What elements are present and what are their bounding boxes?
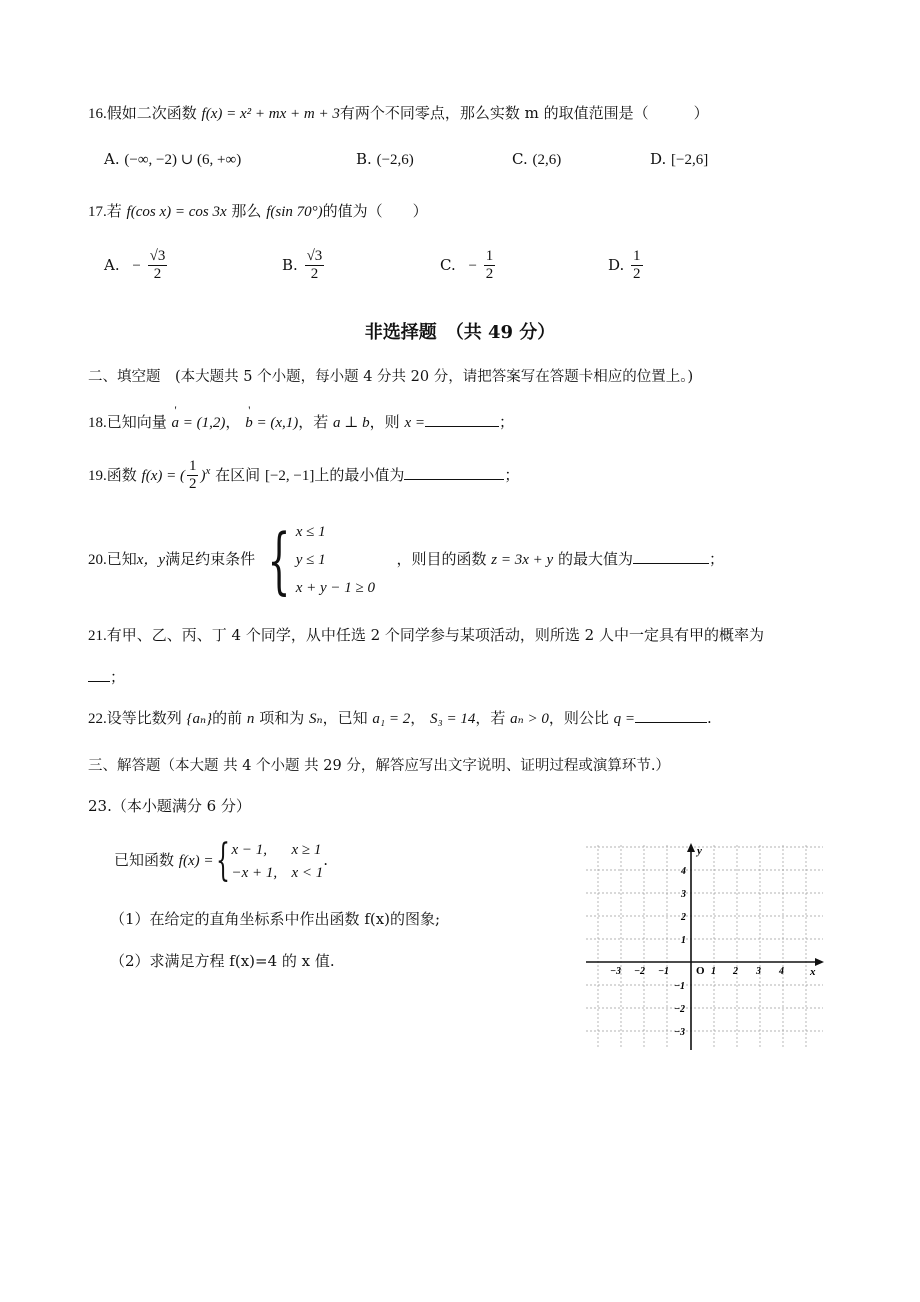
question-number: 16. [88,106,107,122]
case-condition: x ≥ 1 [291,842,322,858]
question-text: 已知向量 [106,413,167,431]
option-a[interactable] [104,248,169,284]
answer-blank[interactable] [88,667,110,682]
answer-blank[interactable] [425,412,499,427]
y-tick-label: −2 [674,1004,686,1015]
question-number: 20. [88,552,107,568]
answer-blank[interactable] [633,549,709,564]
question-number: 19. [88,467,107,484]
option-sign: − [468,257,477,274]
punctuation: ； [708,550,724,568]
question-18: 18.已知向量 ' a = (1,2)， ' b = (x,1)，若 a ⊥ b，则 x = ； [88,411,514,432]
option-a[interactable] [104,150,241,169]
question-23-part2: （2）求满足方程 f(x)=4 的 x 值. [110,952,335,970]
option-fraction [305,248,325,284]
option-b[interactable] [356,150,414,169]
question-23-header: 23.（本小题满分 6 分） [88,797,251,815]
question-text: ，则公比 [548,709,609,727]
question-number: 17. [88,204,107,220]
formula: f(x) = x² + mx + m + 3 [201,106,340,122]
answer-blank[interactable] [635,708,707,723]
case-condition: x < 1 [291,865,324,881]
question-16 [88,102,709,123]
question-text: 已知 [106,550,137,568]
question-text: ，则 [369,413,400,431]
question-number: 18. [88,415,107,431]
brace: { [267,518,291,602]
question-text: 项和为 [259,709,305,727]
punctuation: ； [110,668,126,686]
option-fraction [148,248,168,284]
option-d[interactable] [650,150,708,169]
vector-a: ' a = (1,2) [172,415,226,432]
y-tick-label: 2 [681,912,686,923]
formula: aₙ > 0 [510,711,549,727]
question-number: 22. [88,711,107,727]
case-row [231,838,323,861]
punctuation: . [707,709,712,727]
question-21-answer [88,666,125,687]
question-23-function [114,835,329,886]
formula: f(cos x) = cos 3x [126,204,227,220]
option-d[interactable] [608,248,645,284]
question-text: ，若 [298,413,329,431]
question-17 [88,200,428,221]
question-text: 假如二次函数 [106,104,197,122]
option-label: A. [104,255,120,274]
y-tick-labels [674,866,686,1038]
coordinate-grid[interactable] [586,842,826,1052]
origin-label: O [696,965,705,977]
question-text: 的值为（ ） [322,202,428,220]
constraint: x + y − 1 ≥ 0 [295,580,375,596]
question-text: 的前 [212,709,243,727]
question-number: 21. [88,628,107,644]
option-label: D. [650,150,667,168]
question-21 [88,624,764,645]
question-text: ，则目的函数 [396,550,487,568]
option-label: A. [104,150,120,168]
x-tick-label: −3 [610,966,622,977]
question-text: 的最大值为 [557,550,633,568]
part3-heading: 三、解答题（本大题 共 4 个小题 共 29 分，解答应写出文字说明、证明过程或演算环节.） [88,758,670,774]
fraction-denominator: 2 [633,266,641,283]
grid-lines [586,845,823,1048]
part2-heading: 二、填空题 (本大题共 5 个小题，每小题 4 分共 20 分，请把答案写在答题卡相应的位置上。) [88,369,694,385]
question-22: 22.设等比数列 {aₙ}的前 n 项和为 Sₙ，已知 a₁ = 2， S₃ = 14，若 aₙ > 0，则公比 q = . [88,709,712,727]
brace: { [216,835,231,886]
question-text: 在区间 [215,465,261,484]
option-label: C. [512,150,528,168]
question-text: ，若 [475,709,506,727]
fraction-denominator: 2 [310,266,319,283]
formula: a₁ = 2 [372,711,411,727]
formula: f(sin 70°) [266,204,323,220]
x-tick-label: 2 [733,966,738,977]
option-value: [−2,6] [671,152,709,168]
fraction [187,458,199,494]
question-text: 有甲、乙、丙、丁 4 个同学，从中任选 2 个同学参与某项活动，则所选 2 人中一定具有甲的概率为 [106,626,764,644]
case-expr: x − 1, [231,842,268,858]
fraction-denominator: 2 [153,266,162,283]
x-tick-label: 1 [711,966,716,977]
x-tick-label: −2 [634,966,646,977]
partial-sum: Sₙ [309,711,323,727]
question-text: 函数 [106,465,137,484]
question-text: 那么 [231,202,262,220]
question-text: 若 [106,202,122,220]
question-23-part1: （1）在给定的直角坐标系中作出函数 f(x)的图象; [110,910,441,928]
vector-b: ' b = (x,1) [245,415,298,432]
piecewise-cases [231,838,323,884]
fraction-numerator: √3 [148,248,168,266]
formula: f(x) = ( [141,467,185,484]
objective-function: z = 3x + y [491,552,554,568]
y-tick-label: 4 [681,866,686,877]
punctuation: ； [504,465,520,484]
question-text: 上的最小值为 [314,465,405,484]
answer-blank[interactable] [404,465,504,480]
exponent: x [205,464,211,477]
case-expr: −x + 1, [231,865,278,881]
option-c[interactable] [512,150,561,169]
option-c[interactable] [440,248,497,284]
x-axis-arrow [815,958,824,966]
question-19 [88,458,519,494]
variables: x，y [136,552,166,568]
question-text: ，已知 [322,709,368,727]
x-axis-label: x [810,966,816,978]
y-tick-label: 3 [681,889,686,900]
option-fraction [631,248,643,284]
fraction-numerator: √3 [305,248,325,266]
question-20 [88,518,724,602]
x-tick-label: −1 [658,966,670,977]
constraint: x ≤ 1 [295,524,326,540]
option-value: (2,6) [532,152,562,168]
case-row [231,861,323,884]
punctuation: . [323,851,329,869]
fraction-numerator: 1 [631,248,643,266]
question-text: 满足约束条件 [165,550,256,568]
y-axis-label: y [697,845,702,857]
y-tick-label: −1 [674,981,686,992]
y-tick-label: −3 [674,1027,686,1038]
x-tick-label: 3 [756,966,761,977]
y-tick-label: 1 [681,935,686,946]
constraint: y ≤ 1 [295,552,326,568]
formula: f(x) = [178,853,214,869]
punctuation: ； [498,413,514,431]
sequence: {aₙ} [186,711,213,727]
option-label: D. [608,255,625,274]
question-text: 设等比数列 [106,709,182,727]
option-label: B. [356,150,372,168]
x-tick-label: 4 [779,966,784,977]
formula: a ⊥ b [333,415,370,431]
option-value: (−∞, −2) ∪ (6, +∞) [124,152,242,168]
formula: q = [613,711,636,727]
option-value: (−2,6) [376,152,414,168]
constraint-system [296,518,392,602]
interval: [−2, −1] [264,467,315,484]
fraction-denominator: 2 [188,476,197,493]
formula: S₃ = 14 [430,711,476,727]
formula: x = [404,415,425,431]
y-axis-arrow [687,843,695,852]
question-text: 有两个不同零点，那么实数 m 的取值范围是（ ） [339,104,709,122]
section-title: 非选择题 （共 49 分） [364,322,556,343]
option-label: B. [282,255,298,274]
option-sign: − [132,257,141,274]
question-text: 已知函数 [114,851,175,869]
variable-n: n [246,711,255,727]
fraction-numerator: 1 [187,458,199,476]
option-b[interactable] [282,248,326,284]
option-label: C. [440,255,456,274]
option-fraction [484,248,496,284]
formula: ) [200,467,206,484]
fraction-numerator: 1 [484,248,496,266]
fraction-denominator: 2 [485,266,494,283]
